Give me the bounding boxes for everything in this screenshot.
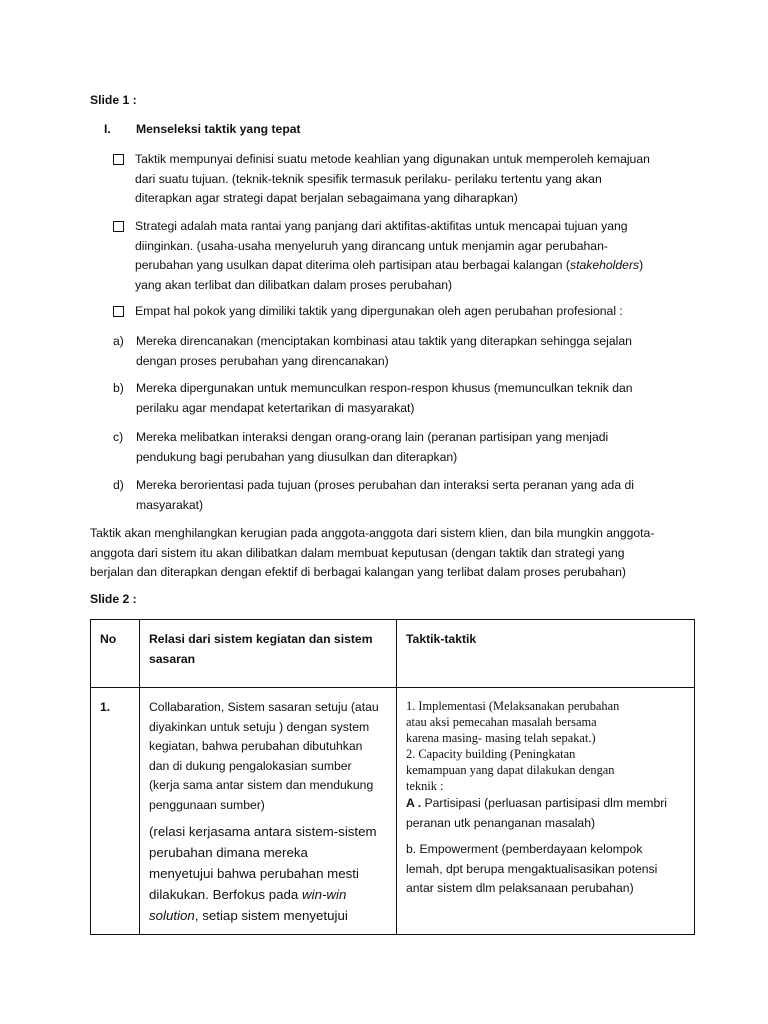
list-item (113, 332, 683, 371)
cell-line (149, 905, 392, 926)
stakeholders-italic: stakeholders (570, 258, 640, 272)
list-marker: a) (113, 334, 124, 348)
slide1-heading: Slide 1 : (90, 93, 137, 107)
list-line: Mereka dipergunakan untuk memunculkan respon-respon khusus (memunculkan teknik dan (136, 381, 633, 395)
cell-line: (relasi kerjasama antara sistem-sistem (149, 824, 377, 839)
paragraph-line: anggota dari sistem itu akan dilibatkan dalam membuat keputusan (dengan taktik dan strategi yang (90, 545, 625, 560)
cell-text: Partisipasi (perluasan partisipasi dlm membri (424, 796, 667, 810)
taktik-b-block (406, 840, 690, 899)
cell-line: teknik : (406, 779, 444, 793)
cell-line: kegiatan, bahwa perubahan dibutuhkan (149, 739, 363, 753)
taktik-a-block (406, 794, 690, 833)
cell-line: menyetujui bahwa perubahan mesti (149, 866, 359, 881)
cell-line: 1. Implementasi (Melaksanakan perubahan (406, 699, 620, 713)
list-marker: b) (113, 381, 124, 395)
paragraph-line: berjalan dan diterapkan dengan efektif di berbagai kalangan yang terlibat dalam proses perubahan) (90, 565, 626, 579)
table-header-row (91, 620, 695, 688)
checkbox-bullet-icon (113, 221, 124, 232)
bullet-line: Strategi adalah mata rantai yang panjang dari aktifitas-aktifitas untuk mencapai tujuan yang (135, 219, 628, 233)
header-cell (397, 620, 695, 688)
bullet-line: diterapkan agar strategi dapat berjalan sebagaimana yang diharapkan) (135, 191, 518, 205)
bullet-item (113, 302, 683, 322)
slide2-heading: Slide 2 : (90, 592, 137, 606)
cell-line: diyakinkan untuk setuju ) dengan system (149, 719, 370, 734)
list-line: dengan proses perubahan yang direncanakan) (136, 353, 389, 368)
cell-line: kemampuan yang dapat dilakukan dengan (406, 763, 615, 777)
cell-line: karena masing- masing telah sepakat.) (406, 731, 596, 745)
cell-line: Collabaration, Sistem sasaran setuju (atau (149, 700, 379, 714)
list-item (113, 379, 683, 418)
table-row (91, 688, 695, 935)
bullet-line: dari suatu tujuan. (teknik-teknik spesifik termasuk perilaku- perilaku tertentu yang akan (135, 171, 602, 186)
cell-text: dilakukan. Berfokus pada (149, 887, 303, 902)
paragraph-line: Taktik akan menghilangkan kerugian pada anggota-anggota dari sistem klien, dan bila mungkin anggota- (90, 526, 655, 540)
summary-paragraph (90, 524, 690, 583)
relasi-text-b (149, 821, 392, 926)
row-number: 1. (100, 700, 111, 714)
bullet-text: perubahan yang usulkan dapat diterima oleh partisipan atau berbagai kalangan ( (135, 258, 570, 272)
cell-line: peranan utk penanganan masalah) (406, 815, 596, 830)
list-item (113, 476, 683, 515)
header-cell (91, 620, 140, 688)
list-marker: d) (113, 478, 124, 492)
list-line: Mereka berorientasi pada tujuan (proses perubahan dan interaksi serta peranan yang ada di (136, 478, 634, 492)
list-line: Mereka melibatkan interaksi dengan orang-orang lain (peranan partisipan yang menjadi (136, 430, 609, 444)
list-line: masyarakat) (136, 497, 204, 512)
cell-line: (kerja sama antar sistem dan mendukung (149, 778, 374, 792)
cell-line (149, 884, 392, 905)
list-line: pendukung bagi perubahan yang diusulkan dan diterapkan) (136, 449, 458, 464)
cell-line: atau aksi pemecahan masalah bersama (406, 715, 597, 729)
header-cell (140, 620, 397, 688)
win-win-italic: win-win (302, 887, 347, 902)
section-marker: I. (104, 122, 111, 136)
bullet-line: Taktik mempunyai definisi suatu metode keahlian yang digunakan untuk memperoleh kemajuan (135, 152, 650, 166)
bullet-line: diinginkan. (usaha-usaha menyeluruh yang dirancang untuk menjamin agar perubahan- (135, 238, 608, 253)
bullet-line: Empat hal pokok yang dimiliki taktik yang dipergunakan oleh agen perubahan profesional : (135, 304, 623, 318)
tactics-table (90, 619, 695, 935)
cell-line: 2. Capacity building (Peningkatan (406, 747, 576, 761)
list-line: Mereka direncanakan (menciptakan kombinasi atau taktik yang diterapkan sehingga sejalan (136, 334, 632, 348)
cell-line (406, 794, 690, 814)
cell-line: penggunaan sumber) (149, 797, 265, 812)
bullet-line: yang akan terlibat dan dilibatkan dalam proses perubahan) (135, 277, 453, 292)
header-no: No (100, 632, 117, 646)
cell-line: lemah, dpt berupa mengaktualisasikan potensi (406, 861, 658, 876)
bullet-item (113, 150, 683, 209)
list-item (113, 428, 683, 467)
relasi-text-a (149, 698, 392, 815)
bullet-text: ) (639, 258, 644, 272)
checkbox-bullet-icon (113, 154, 124, 165)
taktik-serif-block (406, 698, 690, 794)
section-title: Menseleksi taktik yang tepat (136, 122, 301, 136)
cell-line: antar sistem dlm pelaksanaan perubahan) (406, 881, 634, 895)
cell-text: , setiap sistem menyetujui (194, 908, 348, 923)
solution-italic: solution (149, 908, 195, 923)
bullet-line (135, 256, 683, 276)
list-marker: c) (113, 430, 124, 444)
cell-line: perubahan dimana mereka (149, 845, 308, 860)
cell-line: b. Empowerment (pemberdayaan kelompok (406, 842, 643, 856)
table-cell (140, 688, 397, 935)
checkbox-bullet-icon (113, 306, 124, 317)
list-line: perilaku agar mendapat ketertarikan di masyarakat) (136, 400, 415, 415)
cell-line: dan di dukung pengalokasian sumber (149, 758, 352, 773)
table-cell (397, 688, 695, 935)
header-relasi: Relasi dari sistem kegiatan dan sistem sasaran (149, 632, 373, 666)
taktik-a-label: A . (406, 796, 425, 810)
table-cell (91, 688, 140, 935)
bullet-item (113, 217, 683, 295)
header-taktik: Taktik-taktik (406, 632, 477, 646)
